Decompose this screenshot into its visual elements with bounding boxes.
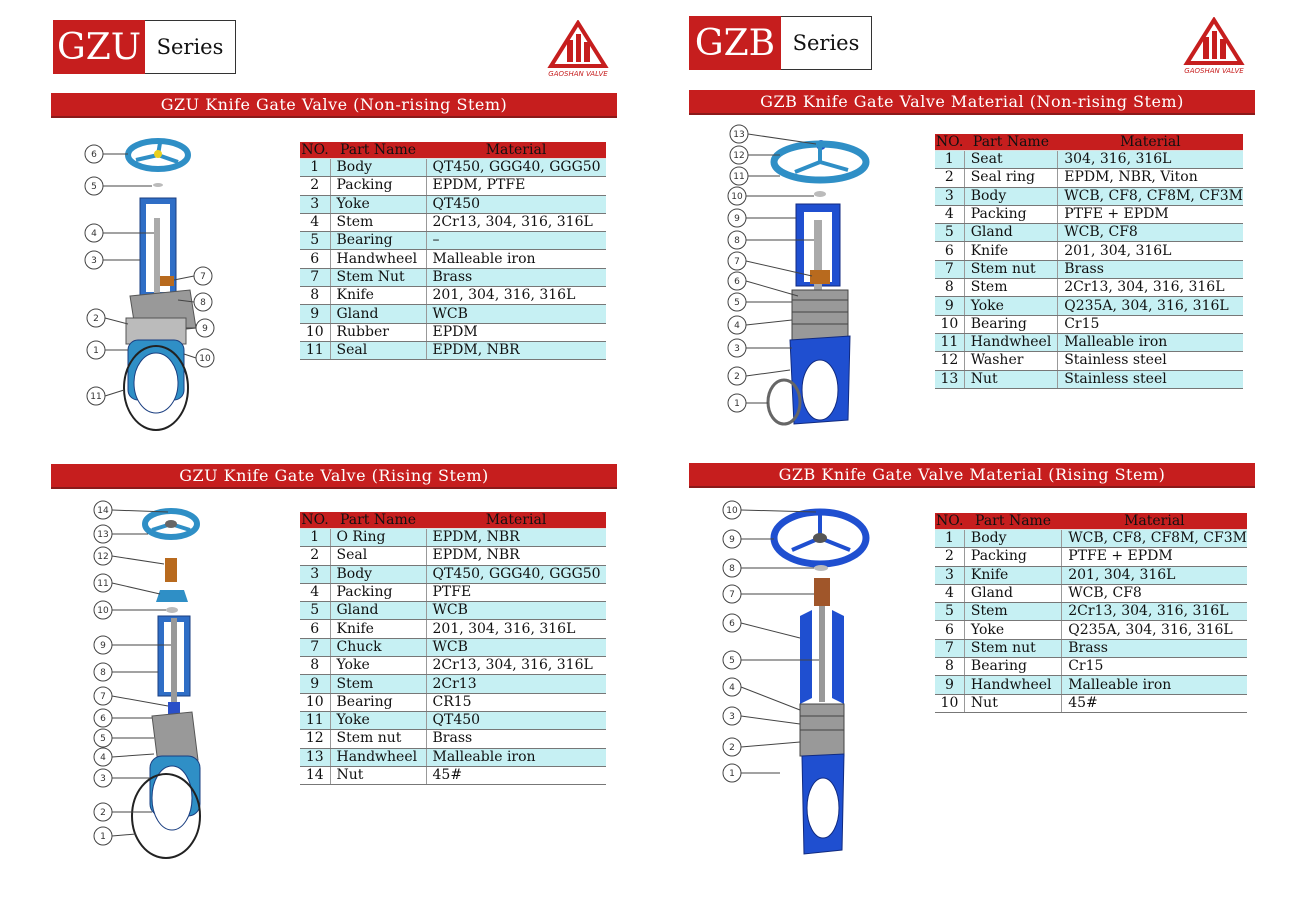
table-row xyxy=(300,620,606,638)
part-material: EPDM, NBR xyxy=(426,547,606,565)
table-row xyxy=(300,711,606,729)
table-row xyxy=(300,323,606,341)
part-material: WCB xyxy=(426,602,606,620)
table-row xyxy=(300,341,606,359)
section-title: GZU Knife Gate Valve (Rising Stem) xyxy=(51,464,617,487)
callout-label: 1 xyxy=(729,769,735,779)
part-material: WCB xyxy=(426,305,606,323)
part-material: 45# xyxy=(426,766,606,784)
part-material: – xyxy=(426,232,606,250)
exploded-valve-diagram xyxy=(720,498,870,878)
callout-label: 8 xyxy=(734,236,740,246)
part-number: 12 xyxy=(300,730,330,748)
part-material: EPDM, NBR xyxy=(426,529,606,547)
materials-table xyxy=(300,512,606,785)
part-material: 2Cr13, 304, 316, 316L xyxy=(1062,603,1247,621)
part-number: 8 xyxy=(935,658,964,676)
part-material: Malleable iron xyxy=(426,748,606,766)
part-number: 6 xyxy=(935,621,964,639)
part-name: Body xyxy=(330,565,426,583)
part-name: Bearing xyxy=(330,693,426,711)
part-number: 10 xyxy=(935,694,964,712)
part-name: Nut xyxy=(964,694,1061,712)
column-header: Material xyxy=(426,512,606,529)
part-number: 1 xyxy=(300,529,330,547)
part-material: WCB xyxy=(426,638,606,656)
callout-label: 4 xyxy=(100,753,106,763)
part-number: 2 xyxy=(935,169,964,187)
part-number: 2 xyxy=(935,548,964,566)
table-row xyxy=(300,657,606,675)
part-name: Yoke xyxy=(330,195,426,213)
part-material: WCB, CF8, CF8M, CF3M xyxy=(1062,530,1247,548)
part-material: PTFE + EPDM xyxy=(1058,205,1243,223)
part-material: EPDM, NBR, Viton xyxy=(1058,169,1243,187)
table-row xyxy=(300,305,606,323)
column-header: NO. xyxy=(936,513,964,529)
callout-label: 12 xyxy=(97,552,109,562)
table-row xyxy=(935,621,1247,639)
callout-label: 2 xyxy=(93,314,99,324)
part-material: 201, 304, 316L xyxy=(1062,566,1247,584)
column-header: Part Name xyxy=(964,513,1061,530)
part-name: Yoke xyxy=(964,297,1058,315)
part-name: Stem Nut xyxy=(330,268,426,286)
part-name: Handwheel xyxy=(964,676,1061,694)
table-row xyxy=(300,232,606,250)
part-material: 2Cr13, 304, 316, 316L xyxy=(426,657,606,675)
callout-label: 1 xyxy=(100,832,106,842)
callout-label: 4 xyxy=(734,321,740,331)
part-material: EPDM, NBR xyxy=(426,341,606,359)
table-row xyxy=(935,584,1247,602)
part-number: 9 xyxy=(300,305,330,323)
logo-text: GAOSHAN VALVE xyxy=(1184,67,1244,75)
table-row xyxy=(935,603,1247,621)
part-number: 11 xyxy=(300,711,330,729)
table-row xyxy=(935,169,1243,187)
part-number: 4 xyxy=(300,213,330,231)
part-number: 7 xyxy=(300,638,330,656)
callout-label: 6 xyxy=(100,714,106,724)
part-name: Bearing xyxy=(964,658,1061,676)
table-header-row xyxy=(935,134,1243,151)
table-row xyxy=(935,315,1243,333)
part-name: Knife xyxy=(964,242,1058,260)
part-number: 7 xyxy=(935,260,964,278)
table-row xyxy=(935,297,1243,315)
valve-illustration xyxy=(132,511,200,858)
part-name: Gland xyxy=(330,305,426,323)
table-row xyxy=(300,287,606,305)
callout-label: 6 xyxy=(91,150,97,160)
part-name: Washer xyxy=(964,352,1058,370)
part-material: Brass xyxy=(426,730,606,748)
part-name: Yoke xyxy=(330,711,426,729)
callout-label: 5 xyxy=(100,734,106,744)
gzu-series-header xyxy=(53,20,236,74)
table-row xyxy=(300,730,606,748)
callout-label: 1 xyxy=(93,346,99,356)
part-material: 201, 304, 316, 316L xyxy=(426,287,606,305)
part-name: Stem nut xyxy=(330,730,426,748)
part-material: QT450 xyxy=(426,195,606,213)
part-material: 304, 316, 316L xyxy=(1058,151,1243,169)
part-name: Chuck xyxy=(330,638,426,656)
section-title: GZB Knife Gate Valve Material (Non-rising Stem) xyxy=(689,90,1255,113)
part-number: 5 xyxy=(935,603,964,621)
part-number: 9 xyxy=(935,297,964,315)
part-number: 2 xyxy=(300,547,330,565)
table-row xyxy=(935,530,1247,548)
table-row xyxy=(935,676,1247,694)
part-name: Body xyxy=(964,187,1058,205)
series-label: Series xyxy=(145,20,236,74)
callout-label: 10 xyxy=(731,192,743,202)
table-row xyxy=(935,279,1243,297)
table-row xyxy=(300,693,606,711)
table-row xyxy=(935,224,1243,242)
callout-label: 5 xyxy=(734,298,740,308)
table-header-row xyxy=(300,142,606,159)
table-row xyxy=(300,766,606,784)
part-number: 10 xyxy=(935,315,964,333)
table-row xyxy=(935,639,1247,657)
callout-label: 1 xyxy=(734,399,740,409)
part-number: 13 xyxy=(300,748,330,766)
part-number: 6 xyxy=(300,250,330,268)
part-number: 3 xyxy=(300,565,330,583)
gaoshan-logo xyxy=(1181,17,1247,75)
part-material: Brass xyxy=(426,268,606,286)
materials-table xyxy=(935,134,1243,389)
callout-label: 2 xyxy=(100,808,106,818)
part-name: Stem nut xyxy=(964,260,1058,278)
part-number: 2 xyxy=(300,177,330,195)
part-number: 5 xyxy=(300,232,330,250)
callout-label: 5 xyxy=(729,656,735,666)
column-header: Material xyxy=(1062,513,1247,530)
gzb-series-header xyxy=(689,16,872,70)
gaoshan-logo xyxy=(545,20,611,78)
part-material: PTFE + EPDM xyxy=(1062,548,1247,566)
column-header: NO. xyxy=(935,134,964,150)
table-row xyxy=(300,529,606,547)
callout-label: 11 xyxy=(733,172,745,182)
callout-label: 13 xyxy=(97,530,109,540)
callout-label: 10 xyxy=(199,354,211,364)
callout-label: 4 xyxy=(729,683,735,693)
part-name: Seat xyxy=(964,151,1058,169)
exploded-valve-diagram xyxy=(88,498,218,868)
table-row xyxy=(300,213,606,231)
table-row xyxy=(935,260,1243,278)
part-name: Stem xyxy=(330,213,426,231)
callout-label: 14 xyxy=(97,506,109,516)
table-header-row xyxy=(935,513,1247,530)
part-number: 6 xyxy=(300,620,330,638)
part-material: 45# xyxy=(1062,694,1247,712)
part-number: 4 xyxy=(935,584,964,602)
series-code: GZU xyxy=(53,20,145,74)
table-row xyxy=(300,195,606,213)
part-material: 201, 304, 316L xyxy=(1058,242,1243,260)
table-row xyxy=(935,352,1243,370)
part-number: 3 xyxy=(300,195,330,213)
part-material: WCB, CF8 xyxy=(1058,224,1243,242)
part-material: Brass xyxy=(1058,260,1243,278)
table-row xyxy=(935,658,1247,676)
callout-label: 9 xyxy=(100,641,106,651)
part-number: 5 xyxy=(935,224,964,242)
part-material: Cr15 xyxy=(1062,658,1247,676)
part-number: 9 xyxy=(935,676,964,694)
table-row xyxy=(935,242,1243,260)
part-name: Gland xyxy=(964,224,1058,242)
materials-table xyxy=(935,513,1247,713)
part-number: 3 xyxy=(935,566,964,584)
series-label: Series xyxy=(781,16,872,70)
part-number: 7 xyxy=(935,639,964,657)
part-name: Seal ring xyxy=(964,169,1058,187)
part-number: 4 xyxy=(300,583,330,601)
table-row xyxy=(935,187,1243,205)
column-header: Part Name xyxy=(964,134,1058,151)
callout-label: 9 xyxy=(202,324,208,334)
exploded-valve-diagram xyxy=(78,128,218,438)
part-number: 5 xyxy=(300,602,330,620)
section-title: GZU Knife Gate Valve (Non-rising Stem) xyxy=(51,93,617,116)
part-number: 1 xyxy=(935,530,964,548)
table-row xyxy=(300,250,606,268)
callout-label: 7 xyxy=(200,272,206,282)
callout-label: 3 xyxy=(729,712,735,722)
part-number: 11 xyxy=(935,333,964,351)
part-name: Packing xyxy=(964,548,1061,566)
part-material: Malleable iron xyxy=(1058,333,1243,351)
exploded-valve-diagram xyxy=(720,120,870,440)
part-name: Bearing xyxy=(330,232,426,250)
part-name: Rubber xyxy=(330,323,426,341)
part-name: Knife xyxy=(330,620,426,638)
callout-label: 2 xyxy=(729,743,735,753)
logo-text: GAOSHAN VALVE xyxy=(548,70,608,78)
part-material: QT450 xyxy=(426,711,606,729)
part-material: WCB, CF8, CF8M, CF3M xyxy=(1058,187,1243,205)
table-row xyxy=(300,602,606,620)
materials-table xyxy=(300,142,606,360)
table-row xyxy=(935,151,1243,169)
column-header: NO. xyxy=(301,512,329,528)
part-name: Packing xyxy=(330,177,426,195)
part-material: QT450, GGG40, GGG50 xyxy=(426,159,606,177)
callout-label: 8 xyxy=(100,668,106,678)
table-row xyxy=(300,675,606,693)
column-header: Material xyxy=(1058,134,1243,151)
table-row xyxy=(300,565,606,583)
callout-label: 2 xyxy=(734,372,740,382)
part-number: 8 xyxy=(300,287,330,305)
part-name: Stem nut xyxy=(964,639,1061,657)
valve-illustration xyxy=(124,141,196,430)
part-number: 8 xyxy=(935,279,964,297)
callout-label: 9 xyxy=(734,214,740,224)
callout-label: 13 xyxy=(733,130,745,140)
part-material: Brass xyxy=(1062,639,1247,657)
part-name: Nut xyxy=(330,766,426,784)
part-number: 1 xyxy=(935,151,964,169)
part-material: 2Cr13, 304, 316, 316L xyxy=(426,213,606,231)
part-material: QT450, GGG40, GGG50 xyxy=(426,565,606,583)
part-name: Stem xyxy=(964,279,1058,297)
callout-label: 5 xyxy=(91,182,97,192)
callout-label: 7 xyxy=(734,257,740,267)
part-name: Packing xyxy=(964,205,1058,223)
table-row xyxy=(300,159,606,177)
part-material: 2Cr13 xyxy=(426,675,606,693)
callout-label: 8 xyxy=(729,564,735,574)
part-material: EPDM, PTFE xyxy=(426,177,606,195)
column-header: NO. xyxy=(301,142,329,158)
callout-label: 9 xyxy=(729,535,735,545)
part-number: 10 xyxy=(300,693,330,711)
part-number: 11 xyxy=(300,341,330,359)
part-number: 8 xyxy=(300,657,330,675)
part-number: 14 xyxy=(300,766,330,784)
callout-label: 3 xyxy=(91,256,97,266)
part-material: WCB, CF8 xyxy=(1062,584,1247,602)
table-row xyxy=(935,694,1247,712)
part-number: 3 xyxy=(935,187,964,205)
table-row xyxy=(935,370,1243,388)
table-row xyxy=(300,177,606,195)
part-number: 13 xyxy=(935,370,964,388)
part-number: 1 xyxy=(300,159,330,177)
table-row xyxy=(935,548,1247,566)
part-material: PTFE xyxy=(426,583,606,601)
valve-illustration xyxy=(768,140,866,424)
part-name: Knife xyxy=(964,566,1061,584)
callout-label: 12 xyxy=(733,151,745,161)
part-name: Gland xyxy=(964,584,1061,602)
callout-label: 7 xyxy=(729,590,735,600)
part-name: Packing xyxy=(330,583,426,601)
table-row xyxy=(300,547,606,565)
part-material: Malleable iron xyxy=(426,250,606,268)
part-name: Nut xyxy=(964,370,1058,388)
callout-label: 4 xyxy=(91,229,97,239)
part-name: Handwheel xyxy=(330,250,426,268)
part-material: Q235A, 304, 316, 316L xyxy=(1058,297,1243,315)
callout-label: 3 xyxy=(100,774,106,784)
table-row xyxy=(300,638,606,656)
part-name: Yoke xyxy=(964,621,1061,639)
table-row xyxy=(300,748,606,766)
table-row xyxy=(935,205,1243,223)
part-name: Handwheel xyxy=(964,333,1058,351)
part-material: 201, 304, 316, 316L xyxy=(426,620,606,638)
valve-illustration xyxy=(774,512,866,854)
part-number: 9 xyxy=(300,675,330,693)
table-header-row xyxy=(300,512,606,529)
series-code: GZB xyxy=(689,16,781,70)
table-row xyxy=(300,268,606,286)
part-number: 4 xyxy=(935,205,964,223)
part-number: 7 xyxy=(300,268,330,286)
callout-label: 7 xyxy=(100,692,106,702)
part-name: Bearing xyxy=(964,315,1058,333)
part-name: Handwheel xyxy=(330,748,426,766)
part-name: Seal xyxy=(330,341,426,359)
part-material: Malleable iron xyxy=(1062,676,1247,694)
table-row xyxy=(935,333,1243,351)
column-header: Part Name xyxy=(330,512,426,529)
part-number: 10 xyxy=(300,323,330,341)
part-number: 12 xyxy=(935,352,964,370)
part-name: Stem xyxy=(964,603,1061,621)
part-material: Stainless steel xyxy=(1058,352,1243,370)
part-material: Q235A, 304, 316, 316L xyxy=(1062,621,1247,639)
callout-label: 6 xyxy=(729,619,735,629)
part-material: Cr15 xyxy=(1058,315,1243,333)
part-name: Body xyxy=(330,159,426,177)
callout-label: 3 xyxy=(734,344,740,354)
part-name: Body xyxy=(964,530,1061,548)
callout-label: 6 xyxy=(734,277,740,287)
part-name: O Ring xyxy=(330,529,426,547)
callout-label: 11 xyxy=(90,392,102,402)
section-title: GZB Knife Gate Valve Material (Rising Stem) xyxy=(689,463,1255,486)
part-material: EPDM xyxy=(426,323,606,341)
part-name: Yoke xyxy=(330,657,426,675)
callout-label: 11 xyxy=(97,579,109,589)
part-name: Gland xyxy=(330,602,426,620)
part-material: CR15 xyxy=(426,693,606,711)
part-name: Knife xyxy=(330,287,426,305)
column-header: Part Name xyxy=(330,142,426,159)
callout-label: 10 xyxy=(97,606,109,616)
callout-label: 8 xyxy=(200,298,206,308)
callout-label: 10 xyxy=(726,506,738,516)
part-name: Stem xyxy=(330,675,426,693)
part-material: Stainless steel xyxy=(1058,370,1243,388)
part-name: Seal xyxy=(330,547,426,565)
part-number: 6 xyxy=(935,242,964,260)
column-header: Material xyxy=(426,142,606,159)
table-row xyxy=(935,566,1247,584)
part-material: 2Cr13, 304, 316, 316L xyxy=(1058,279,1243,297)
table-row xyxy=(300,583,606,601)
